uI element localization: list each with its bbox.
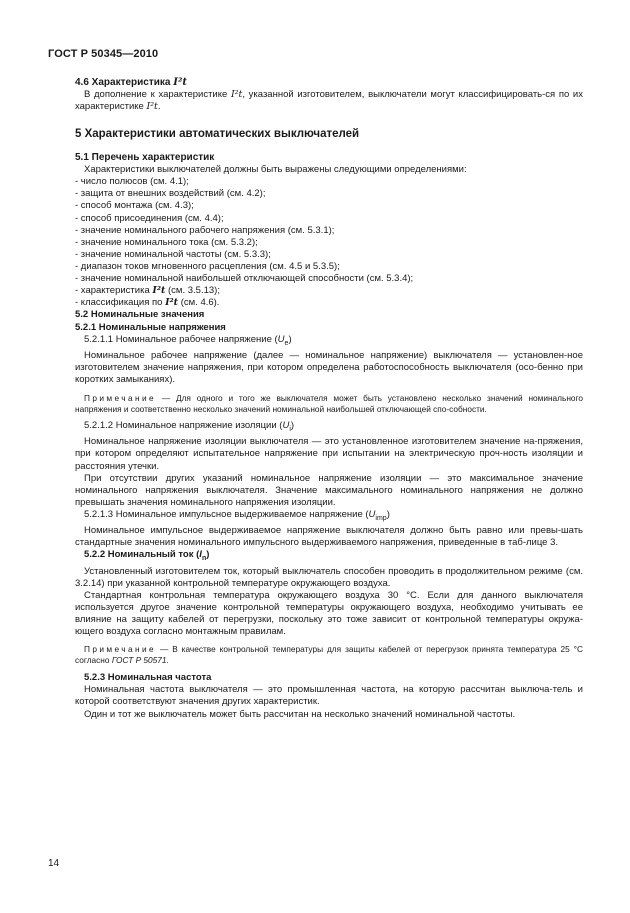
list-item: - классификация по I²t (см. 4.6). — [75, 297, 220, 309]
section-4-6-text: В дополнение к характеристике I²t, указанной изготовителем, выключатели могут классифицировать-ся по их характеристике I²t. — [75, 89, 583, 113]
section-5-2-1-3-label: 5.2.1.3 Номинальное импульсное выдерживаемое напряжение $(U_{imp})$ — [84, 508, 390, 522]
i2t-symbol: I²t — [173, 77, 187, 88]
list-item: - число полюсов (см. 4.1); — [75, 176, 189, 188]
list-item: - характеристика I²t (см. 3.5.13); — [75, 285, 220, 297]
section-5-1-heading: 5.1 Перечень характеристик — [75, 152, 215, 164]
note-label: Примечание — [84, 392, 157, 403]
note-2: Примечание — В качестве контрольной температуры для защиты кабелей от перегрузок принята температура 25 °С согласно ГОСТ Р 50571. — [75, 644, 583, 666]
section-5-2-3-text-2: Один и тот же выключатель может быть рассчитан на несколько значений номинальной частоты. — [84, 708, 516, 720]
i2t-symbol: I²t — [146, 101, 158, 113]
section-4-6-heading: 4.6 Характеристика I²t — [75, 77, 187, 88]
section-5-2-1-1-text: Номинальное рабочее напряжение (далее — номинальное напряжение) выключателя — установлен-ное изготовителем значение напряжения, при котором определена работоспособность выключателя (осо-бенно при коротких замыканиях). — [75, 350, 583, 386]
list-item: - значение номинальной наибольшей отключающей способности (см. 5.3.4); — [75, 273, 414, 285]
list-item: - значение номинального рабочего напряжения (см. 5.3.1); — [75, 224, 335, 236]
section-5-2-2-heading: 5.2.2 Номинальный ток $(I_n)$ — [84, 549, 210, 562]
section-5-2-3-heading: 5.2.3 Номинальная частота — [84, 671, 212, 683]
note-1: Примечание — Для одного и того же выключателя может быть установлено несколько значений номинального напряжения и соответственно несколько значений номинальной наибольшей отключающей спо-собности. — [75, 392, 583, 414]
section-5-2-1-2-text-2: При отсутствии других указаний номинальное напряжение изоляции — это максимальное значение номинального напряжения выключателя. Значение максимального номинального напряжения не должно превышать значения номинального напряжения изоляции. — [75, 472, 583, 508]
list-item: - способ присоединения (см. 4.4); — [75, 212, 224, 224]
i2t-symbol: I²t — [152, 285, 166, 297]
i2t-symbol: I²t — [230, 89, 243, 100]
list-item: - значение номинальной частоты (см. 5.3.3); — [75, 248, 271, 260]
section-5-2-2-text-1: Установленный изготовителем ток, который выключатель способен проводить в продолжительном режиме (см. 3.2.14) при указанной контрольной температуре окружающего воздуха. — [75, 565, 583, 589]
list-item: - значение номинального тока (см. 5.3.2); — [75, 236, 258, 248]
list-item: - защита от внешних воздействий (см. 4.2); — [75, 188, 266, 200]
section-5-heading: 5 Характеристики автоматических выключателей — [75, 128, 360, 141]
section-5-2-1-2-label: 5.2.1.2 Номинальное напряжение изоляции $(U_i)$ — [84, 420, 295, 434]
page-content — [75, 76, 583, 721]
i2t-symbol: I²t — [165, 297, 179, 309]
section-5-2-1-2-text-1: Номинальное напряжение изоляции выключателя — это установленное изготовителем значение на-пряжения, при котором определяют испытательное напряжение при испытании на электрическую проч-ность изоляции и расстояния утечки. — [75, 436, 583, 472]
section-5-2-3-text-1: Номинальная частота выключателя — это промышленная частота, на которую рассчитан выключа-тель и которой соответствуют значения других характеристик. — [75, 684, 583, 708]
section-5-1-intro: Характеристики выключателей должны быть выражены следующими определениями: — [84, 164, 467, 176]
characteristics-list — [75, 176, 583, 309]
list-item: - способ монтажа (см. 4.3); — [75, 200, 194, 212]
list-item: - диапазон токов мгновенного расцепления (см. 4.5 и 5.3.5); — [75, 260, 340, 272]
section-5-2-1-3-text: Номинальное импульсное выдерживаемое напряжение выключателя должно быть равно или превы-шать стандартные значения номинального импульсного выдерживаемого напряжения, приведенные в таб-лице 3. — [75, 524, 583, 549]
section-5-2-2-text-2: Стандартная контрольная температура окружающего воздуха 30 °С. Если для данного выключателя используется другое значение контрольной температуры окружающего воздуха, необходимо учитывать ее влияние на защиту кабелей от перегрузки, поскольку это тоже зависит от контрольной температуры окружа-ющего воздуха согласно монтажным правилам. — [75, 589, 583, 637]
note-label: Примечание — [84, 644, 157, 655]
page-number: 14 — [48, 858, 60, 869]
section-5-2-1-heading: 5.2.1 Номинальные напряжения — [75, 321, 226, 333]
section-5-2-heading: 5.2 Номинальные значения — [75, 309, 205, 321]
doc-header: ГОСТ Р 50345—2010 — [48, 48, 159, 60]
section-5-2-1-1-label: 5.2.1.1 Номинальное рабочее напряжение $(U_e)$ — [84, 334, 292, 348]
